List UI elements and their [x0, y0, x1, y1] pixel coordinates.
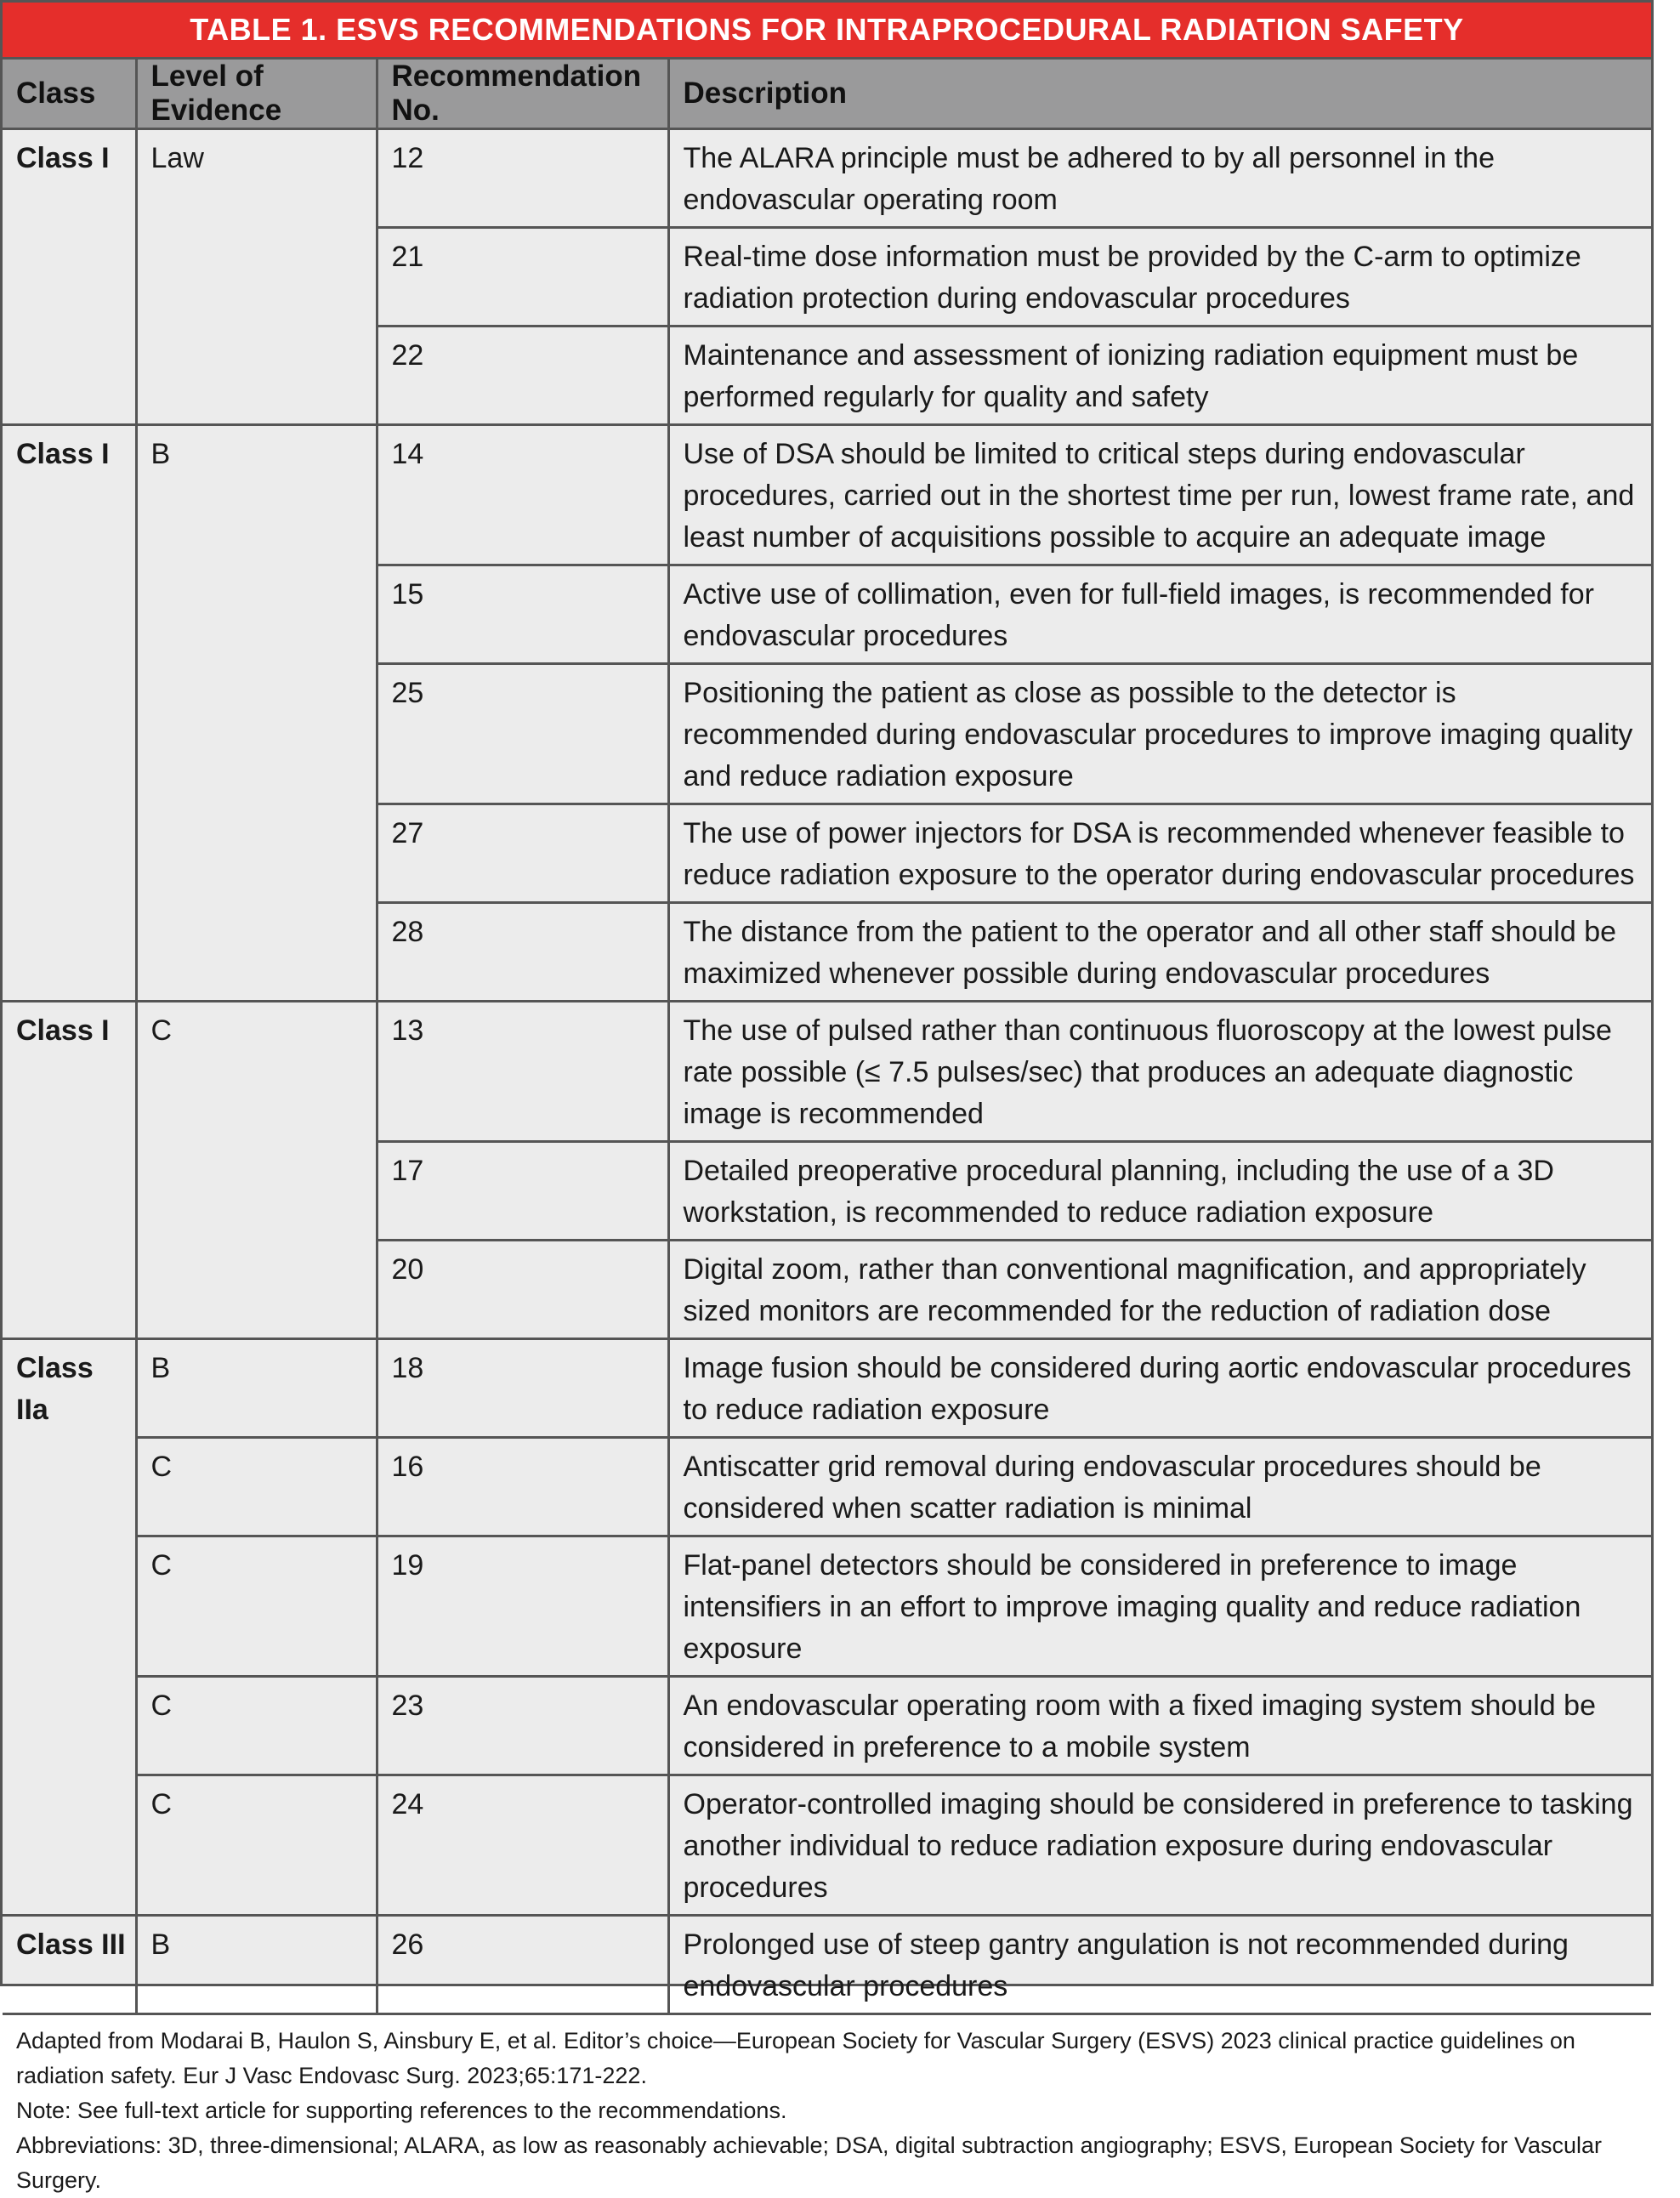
table-row: [3, 1775, 1651, 1916]
recommendation-no-cell: 24: [377, 1775, 668, 1916]
recommendation-no-cell: 25: [377, 664, 668, 804]
table-title: TABLE 1. ESVS RECOMMENDATIONS FOR INTRAPROCEDURAL RADIATION SAFETY: [3, 3, 1651, 60]
level-of-evidence-cell: C: [136, 1775, 377, 1916]
note-abbreviations: Abbreviations: 3D, three-dimensional; ALARA, as low as reasonably achievable; DSA, digital subtraction angiography; ESVS, European Society for Vascular Surgery.: [16, 2133, 1603, 2193]
header-level-of-evidence: Level of Evidence: [136, 60, 377, 129]
recommendation-no-cell: 27: [377, 804, 668, 903]
recommendation-no-cell: 17: [377, 1142, 668, 1241]
header-description: Description: [668, 60, 1651, 129]
table-row: [3, 425, 1651, 565]
description-cell: Active use of collimation, even for full-field images, is recommended for endovascular procedures: [668, 565, 1651, 664]
level-of-evidence-cell: B: [136, 1339, 377, 1438]
description-cell: Flat-panel detectors should be considered in preference to image intensifiers in an effort to improve imaging quality and reduce radiation exposure: [668, 1536, 1651, 1677]
note-source: Adapted from Modarai B, Haulon S, Ainsbury E, et al. Editor’s choice—European Society for Vascular Surgery (ESVS) 2023 clinical practice guidelines on radiation safety. Eur J Vasc Endovasc Surg. 2023;65:171-222.: [16, 2028, 1575, 2088]
description-cell: The use of pulsed rather than continuous fluoroscopy at the lowest pulse rate possible (≤ 7.5 pulses/sec) that produces an adequate diagnostic image is recommended: [668, 1002, 1651, 1142]
table-row: [3, 1536, 1651, 1677]
table-row: [3, 1677, 1651, 1775]
recommendation-no-cell: 14: [377, 425, 668, 565]
recommendation-no-cell: 22: [377, 327, 668, 425]
recommendation-no-cell: 21: [377, 228, 668, 327]
recommendation-no-cell: 23: [377, 1677, 668, 1775]
class-cell: Class III: [3, 1916, 136, 2013]
recommendation-no-cell: 16: [377, 1438, 668, 1536]
class-cell: Class I: [3, 1002, 136, 1339]
level-of-evidence-cell: C: [136, 1677, 377, 1775]
level-of-evidence-cell: Law: [136, 129, 377, 425]
recommendation-no-cell: 19: [377, 1536, 668, 1677]
level-of-evidence-cell: C: [136, 1438, 377, 1536]
header-class: Class: [3, 60, 136, 129]
description-cell: Antiscatter grid removal during endovascular procedures should be considered when scatter radiation is minimal: [668, 1438, 1651, 1536]
description-cell: Digital zoom, rather than conventional magnification, and appropriately sized monitors are recommended for the reduction of radiation dose: [668, 1241, 1651, 1339]
description-cell: Use of DSA should be limited to critical steps during endovascular procedures, carried out in the shortest time per run, lowest frame rate, and least number of acquisitions possible to acquire an adequate image: [668, 425, 1651, 565]
description-cell: The distance from the patient to the operator and all other staff should be maximized whenever possible during endovascular procedures: [668, 903, 1651, 1002]
recommendation-no-cell: 15: [377, 565, 668, 664]
description-cell: Image fusion should be considered during aortic endovascular procedures to reduce radiation exposure: [668, 1339, 1651, 1438]
note-references: Note: See full-text article for supporting references to the recommendations.: [16, 2098, 787, 2123]
recommendation-no-cell: 20: [377, 1241, 668, 1339]
header-row: [3, 60, 1651, 129]
table-row: [3, 1916, 1651, 2013]
class-cell: Class I: [16, 142, 110, 174]
class-cell: Class IIa: [3, 1339, 136, 1916]
level-of-evidence-cell: B: [136, 1916, 377, 2013]
class-cell: Class I: [3, 425, 136, 1002]
table-row: [3, 1438, 1651, 1536]
level-of-evidence-cell: C: [136, 1002, 377, 1339]
level-of-evidence-cell: B: [136, 425, 377, 1002]
level-of-evidence-cell: C: [136, 1536, 377, 1677]
header-recommendation-no: Recommendation No.: [377, 60, 668, 129]
recommendation-no-cell: 18: [377, 1339, 668, 1438]
description-cell: Positioning the patient as close as possible to the detector is recommended during endovascular procedures to improve imaging quality and reduce radiation exposure: [668, 664, 1651, 804]
table-row: [3, 1339, 1651, 1438]
recommendation-no-cell: 12: [377, 129, 668, 228]
description-cell: Maintenance and assessment of ionizing radiation equipment must be performed regularly for quality and safety: [668, 327, 1651, 425]
recommendation-no-cell: 28: [377, 903, 668, 1002]
description-cell: The ALARA principle must be adhered to by all personnel in the endovascular operating room: [668, 129, 1651, 228]
table-row: [3, 129, 1651, 228]
table-body: [3, 129, 1651, 2013]
recommendation-no-cell: 13: [377, 1002, 668, 1142]
description-cell: Detailed preoperative procedural planning, including the use of a 3D workstation, is recommended to reduce radiation exposure: [668, 1142, 1651, 1241]
recommendation-no-cell: 26: [377, 1916, 668, 2013]
description-cell: Prolonged use of steep gantry angulation is not recommended during endovascular procedures: [668, 1916, 1651, 2013]
data-table: [3, 60, 1651, 2013]
description-cell: The use of power injectors for DSA is recommended whenever feasible to reduce radiation exposure to the operator during endovascular procedures: [668, 804, 1651, 903]
description-cell: Operator-controlled imaging should be considered in preference to tasking another individual to reduce radiation exposure during endovascular procedures: [668, 1775, 1651, 1916]
table-notes: [3, 2013, 1651, 2198]
table-row: [3, 1002, 1651, 1142]
description-cell: Real-time dose information must be provided by the C-arm to optimize radiation protection during endovascular procedures: [668, 228, 1651, 327]
description-cell: An endovascular operating room with a fixed imaging system should be considered in preference to a mobile system: [668, 1677, 1651, 1775]
